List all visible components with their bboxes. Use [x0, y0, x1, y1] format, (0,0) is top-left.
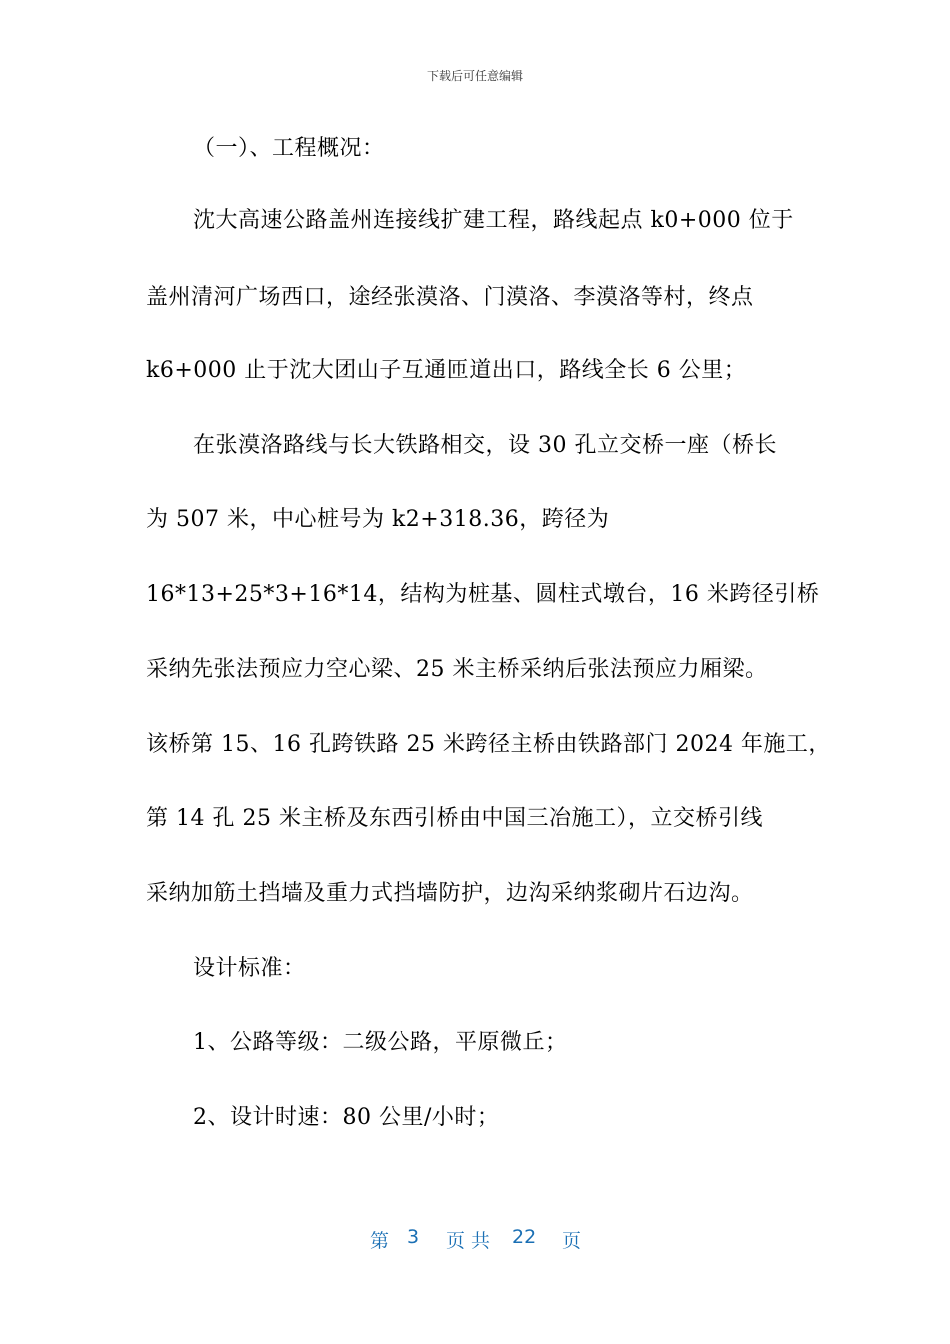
- footer-total-pages: 22: [512, 1226, 537, 1248]
- paragraph-line: 为 507 米，中心桩号为 k2+318.36，跨径为: [146, 507, 610, 532]
- paragraph-line: 在张漠洛路线与长大铁路相交，设 30 孔立交桥一座（桥长: [193, 433, 777, 458]
- paragraph-line: 沈大高速公路盖州连接线扩建工程，路线起点 k0+000 位于: [193, 208, 794, 233]
- footer-page-number: 3: [407, 1226, 420, 1248]
- header-note: 下载后可任意编辑: [426, 69, 523, 83]
- paragraph-line: 盖州清河广场西口，途经张漠洛、门漠洛、李漠洛等村，终点: [146, 285, 754, 310]
- page-footer: [0, 1226, 950, 1252]
- paragraph-line: 16*13+25*3+16*14，结构为桩基、圆柱式墩台，16 米跨径引桥: [146, 582, 820, 607]
- design-standard-heading: 设计标准：: [193, 956, 306, 981]
- list-item: 1、公路等级：二级公路，平原微丘；: [193, 1030, 568, 1055]
- paragraph-line: 采纳先张法预应力空心梁、25 米主桥采纳后张法预应力厢梁。: [146, 657, 768, 682]
- paragraph-line: 第 14 孔 25 米主桥及东西引桥由中国三冶施工），立交桥引线: [146, 806, 763, 831]
- paragraph-line: 该桥第 15、16 孔跨铁路 25 米跨径主桥由铁路部门 2024 年施工，: [146, 732, 831, 757]
- paragraph-line: k6+000 止于沈大团山子互通匝道出口，路线全长 6 公里；: [146, 358, 747, 383]
- footer-total-prefix: 页 共: [446, 1230, 491, 1252]
- section-heading: （一）、工程概况：: [193, 136, 385, 161]
- list-item: 2、设计时速：80 公里/小时；: [193, 1105, 500, 1130]
- footer-page-prefix: 第: [370, 1230, 390, 1252]
- paragraph-line: 采纳加筋土挡墙及重力式挡墙防护，边沟采纳浆砌片石边沟。: [146, 881, 754, 906]
- footer-page-suffix: 页: [562, 1230, 582, 1252]
